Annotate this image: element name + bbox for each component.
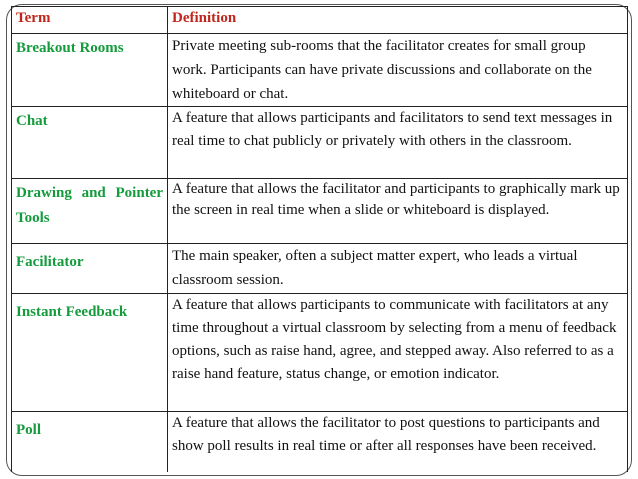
definition-text: A feature that allows participants and facilitators to send text messages in real time to chat publicly or privately with others in the classroom.	[172, 110, 613, 149]
table-row	[12, 244, 628, 294]
definition-cell	[168, 412, 628, 472]
term-column-header: Term	[12, 7, 168, 34]
table-row	[12, 34, 628, 107]
term-cell: Facilitator	[12, 244, 168, 294]
definition-text: A feature that allows the facilitator and participants to graphically mark up the screen in real time when a slide or whiteboard is displayed.	[172, 181, 620, 218]
term-cell: Breakout Rooms	[12, 34, 168, 107]
term-cell: Instant Feedback	[12, 294, 168, 412]
table-row	[12, 179, 628, 244]
definition-column-header: Definition	[168, 7, 628, 34]
table-row	[12, 412, 628, 472]
definition-text: Private meeting sub-rooms that the facilitator creates for small group work. Participants can have private discussions and collaborate on the whiteboard or chat.	[172, 38, 592, 102]
definition-text: A feature that allows participants to communicate with facilitators at any time throughout a virtual classroom by selecting from a menu of feedback options, such as raise hand, agree, and stepped away. Also referred to as a raise hand feature, status change, or emotion indicator.	[172, 297, 617, 382]
term-cell: Drawing and Pointer Tools	[12, 179, 168, 244]
term-cell: Chat	[12, 107, 168, 179]
table-row	[12, 107, 628, 179]
definition-cell	[168, 294, 628, 412]
term-cell: Poll	[12, 412, 168, 472]
definition-cell	[168, 244, 628, 294]
table-header-row	[12, 7, 628, 34]
definition-cell	[168, 179, 628, 244]
glossary-table	[11, 6, 628, 472]
definition-cell	[168, 34, 628, 107]
table-row	[12, 294, 628, 412]
definition-text: The main speaker, often a subject matter expert, who leads a virtual classroom session.	[172, 248, 578, 288]
definition-text: A feature that allows the facilitator to post questions to participants and show poll results in real time or after all responses have been received.	[172, 415, 600, 454]
definition-cell	[168, 107, 628, 179]
